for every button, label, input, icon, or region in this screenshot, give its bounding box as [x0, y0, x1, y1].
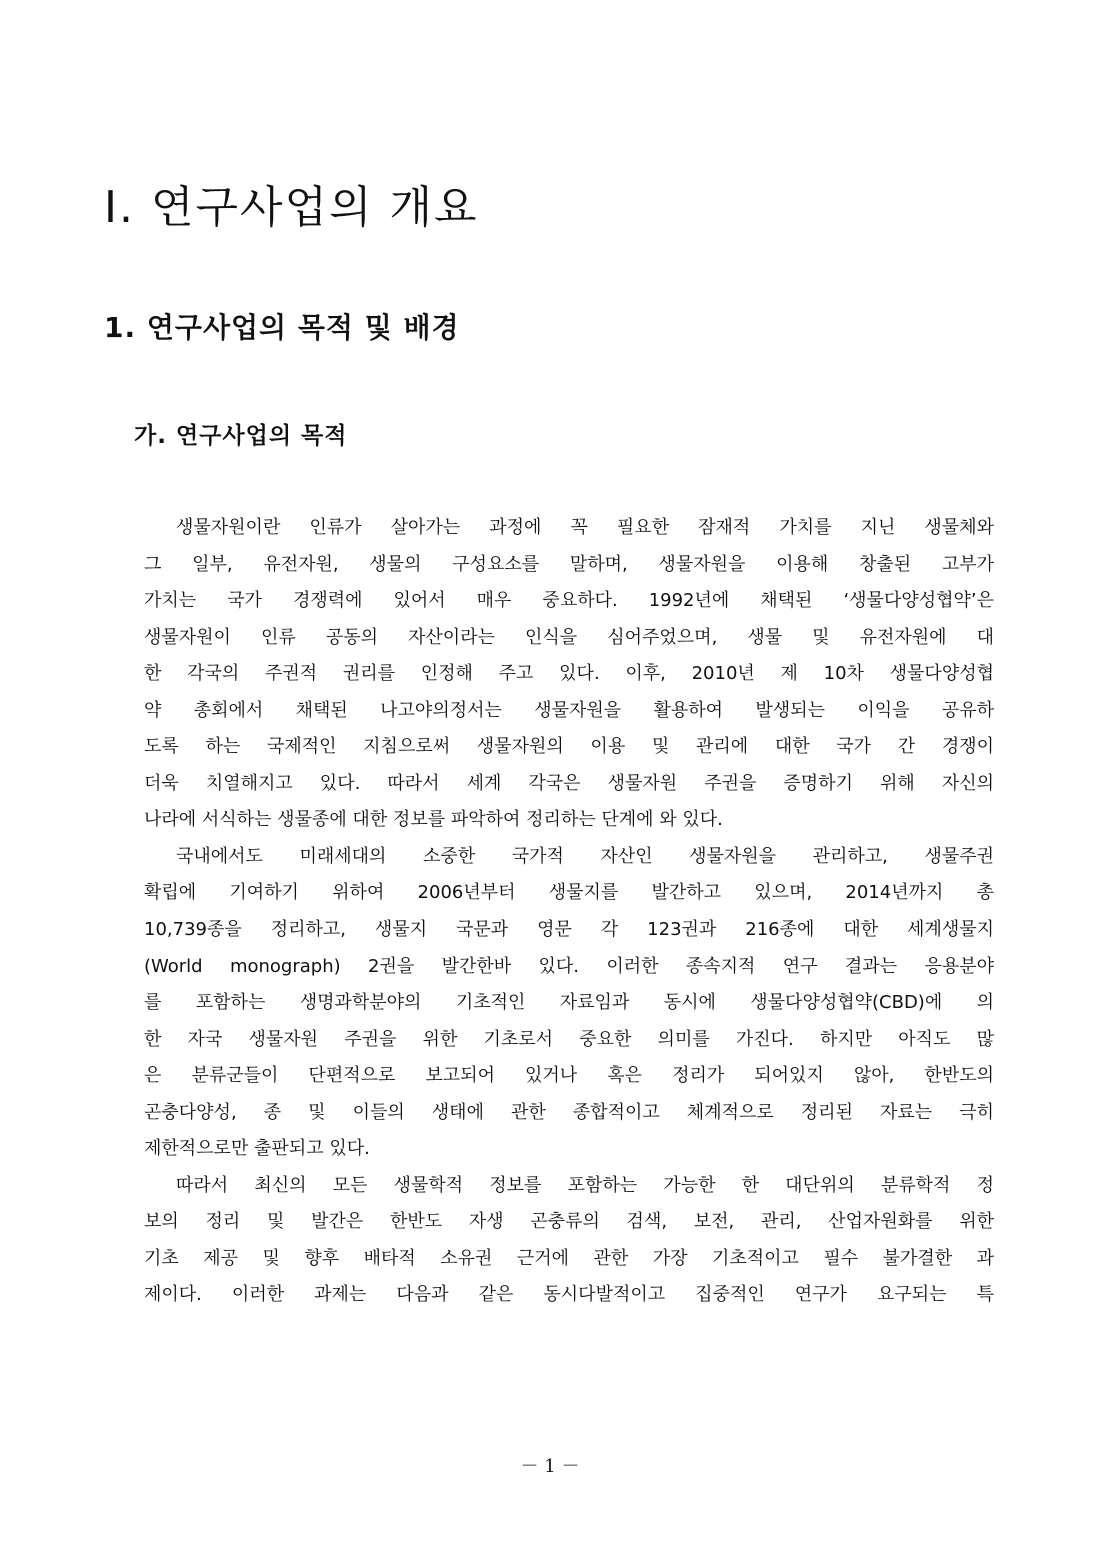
- paragraph-line: 도록 하는 국제적인 지침으로써 생물자원의 이용 및 관리에 대한 국가 간 경쟁이: [144, 736, 994, 758]
- paragraph-line: 곤충다양성, 종 및 이들의 생태에 관한 종합적이고 체계적으로 정리된 자료는 극히: [144, 1101, 994, 1123]
- paragraph-line: 확립에 기여하기 위하여 2006년부터 생물지를 발간하고 있으며, 2014년까지 총: [144, 882, 994, 904]
- paragraph-line: 생물자원이 인류 공동의 자산이라는 인식을 심어주었으며, 생물 및 유전자원에 대: [144, 626, 994, 648]
- paragraph-line: 보의 정리 및 발간은 한반도 자생 곤충류의 검색, 보전, 관리, 산업자원화를 위한: [144, 1211, 994, 1233]
- paragraph-line: 한 자국 생물자원 주권을 위한 기초로서 중요한 의미를 가진다. 하지만 아직도 많: [144, 1028, 994, 1050]
- body-text: [144, 510, 994, 1314]
- paragraph-line: 제한적으로만 출판되고 있다.: [144, 1138, 370, 1160]
- paragraph-line: 제이다. 이러한 과제는 다음과 같은 동시다발적이고 집중적인 연구가 요구되는 특: [144, 1284, 994, 1306]
- paragraph-line: (World monograph) 2권을 발간한바 있다. 이러한 종속지적 연구 결과는 응용분야: [144, 955, 994, 977]
- paragraph-line: 국내에서도 미래세대의 소중한 국가적 자산인 생물자원을 관리하고, 생물주권: [176, 845, 994, 867]
- page-number: － 1 －: [520, 1456, 580, 1477]
- paragraph-line: 가치는 국가 경쟁력에 있어서 매우 중요하다. 1992년에 채택된 ‘생물다양성협약’은: [144, 590, 994, 612]
- paragraph-line: 를 포함하는 생명과학분야의 기초적인 자료임과 동시에 생물다양성협약(CBD)에 의: [144, 992, 994, 1014]
- paragraph-line: 은 분류군들이 단편적으로 보고되어 있거나 혹은 정리가 되어있지 않아, 한반도의: [144, 1065, 994, 1087]
- paragraph-line: 약 총회에서 채택된 나고야의정서는 생물자원을 활용하여 발생되는 이익을 공유하: [144, 699, 994, 721]
- paragraph-line: 그 일부, 유전자원, 생물의 구성요소를 말하며, 생물자원을 이용해 창출된 고부가: [144, 553, 994, 575]
- paragraph-line: 더욱 치열해지고 있다. 따라서 세계 각국은 생물자원 주권을 증명하기 위해 자신의: [144, 772, 994, 794]
- paragraph-line: 따라서 최신의 모든 생물학적 정보를 포함하는 가능한 한 대단위의 분류학적 정: [176, 1174, 994, 1196]
- section-title: 1. 연구사업의 목적 및 배경: [104, 311, 460, 344]
- paragraph-line: 생물자원이란 인류가 살아가는 과정에 꼭 필요한 잠재적 가치를 지닌 생물체와: [176, 517, 994, 538]
- paragraph-line: 한 각국의 주권적 권리를 인정해 주고 있다. 이후, 2010년 제 10차 생물다양성협: [144, 663, 994, 685]
- paragraph-line: 10,739종을 정리하고, 생물지 국문과 영문 각 123권과 216종에 대한 세계생물지: [144, 919, 994, 941]
- chapter-title: I. 연구사업의 개요: [104, 182, 479, 233]
- subsection-title: 가. 연구사업의 목적: [134, 423, 348, 449]
- paragraph-line: 기초 제공 및 향후 배타적 소유권 근거에 관한 가장 기초적이고 필수 불가결한 과: [144, 1247, 994, 1269]
- paragraph-line: 나라에 서식하는 생물종에 대한 정보를 파악하여 정리하는 단계에 와 있다.: [144, 809, 723, 831]
